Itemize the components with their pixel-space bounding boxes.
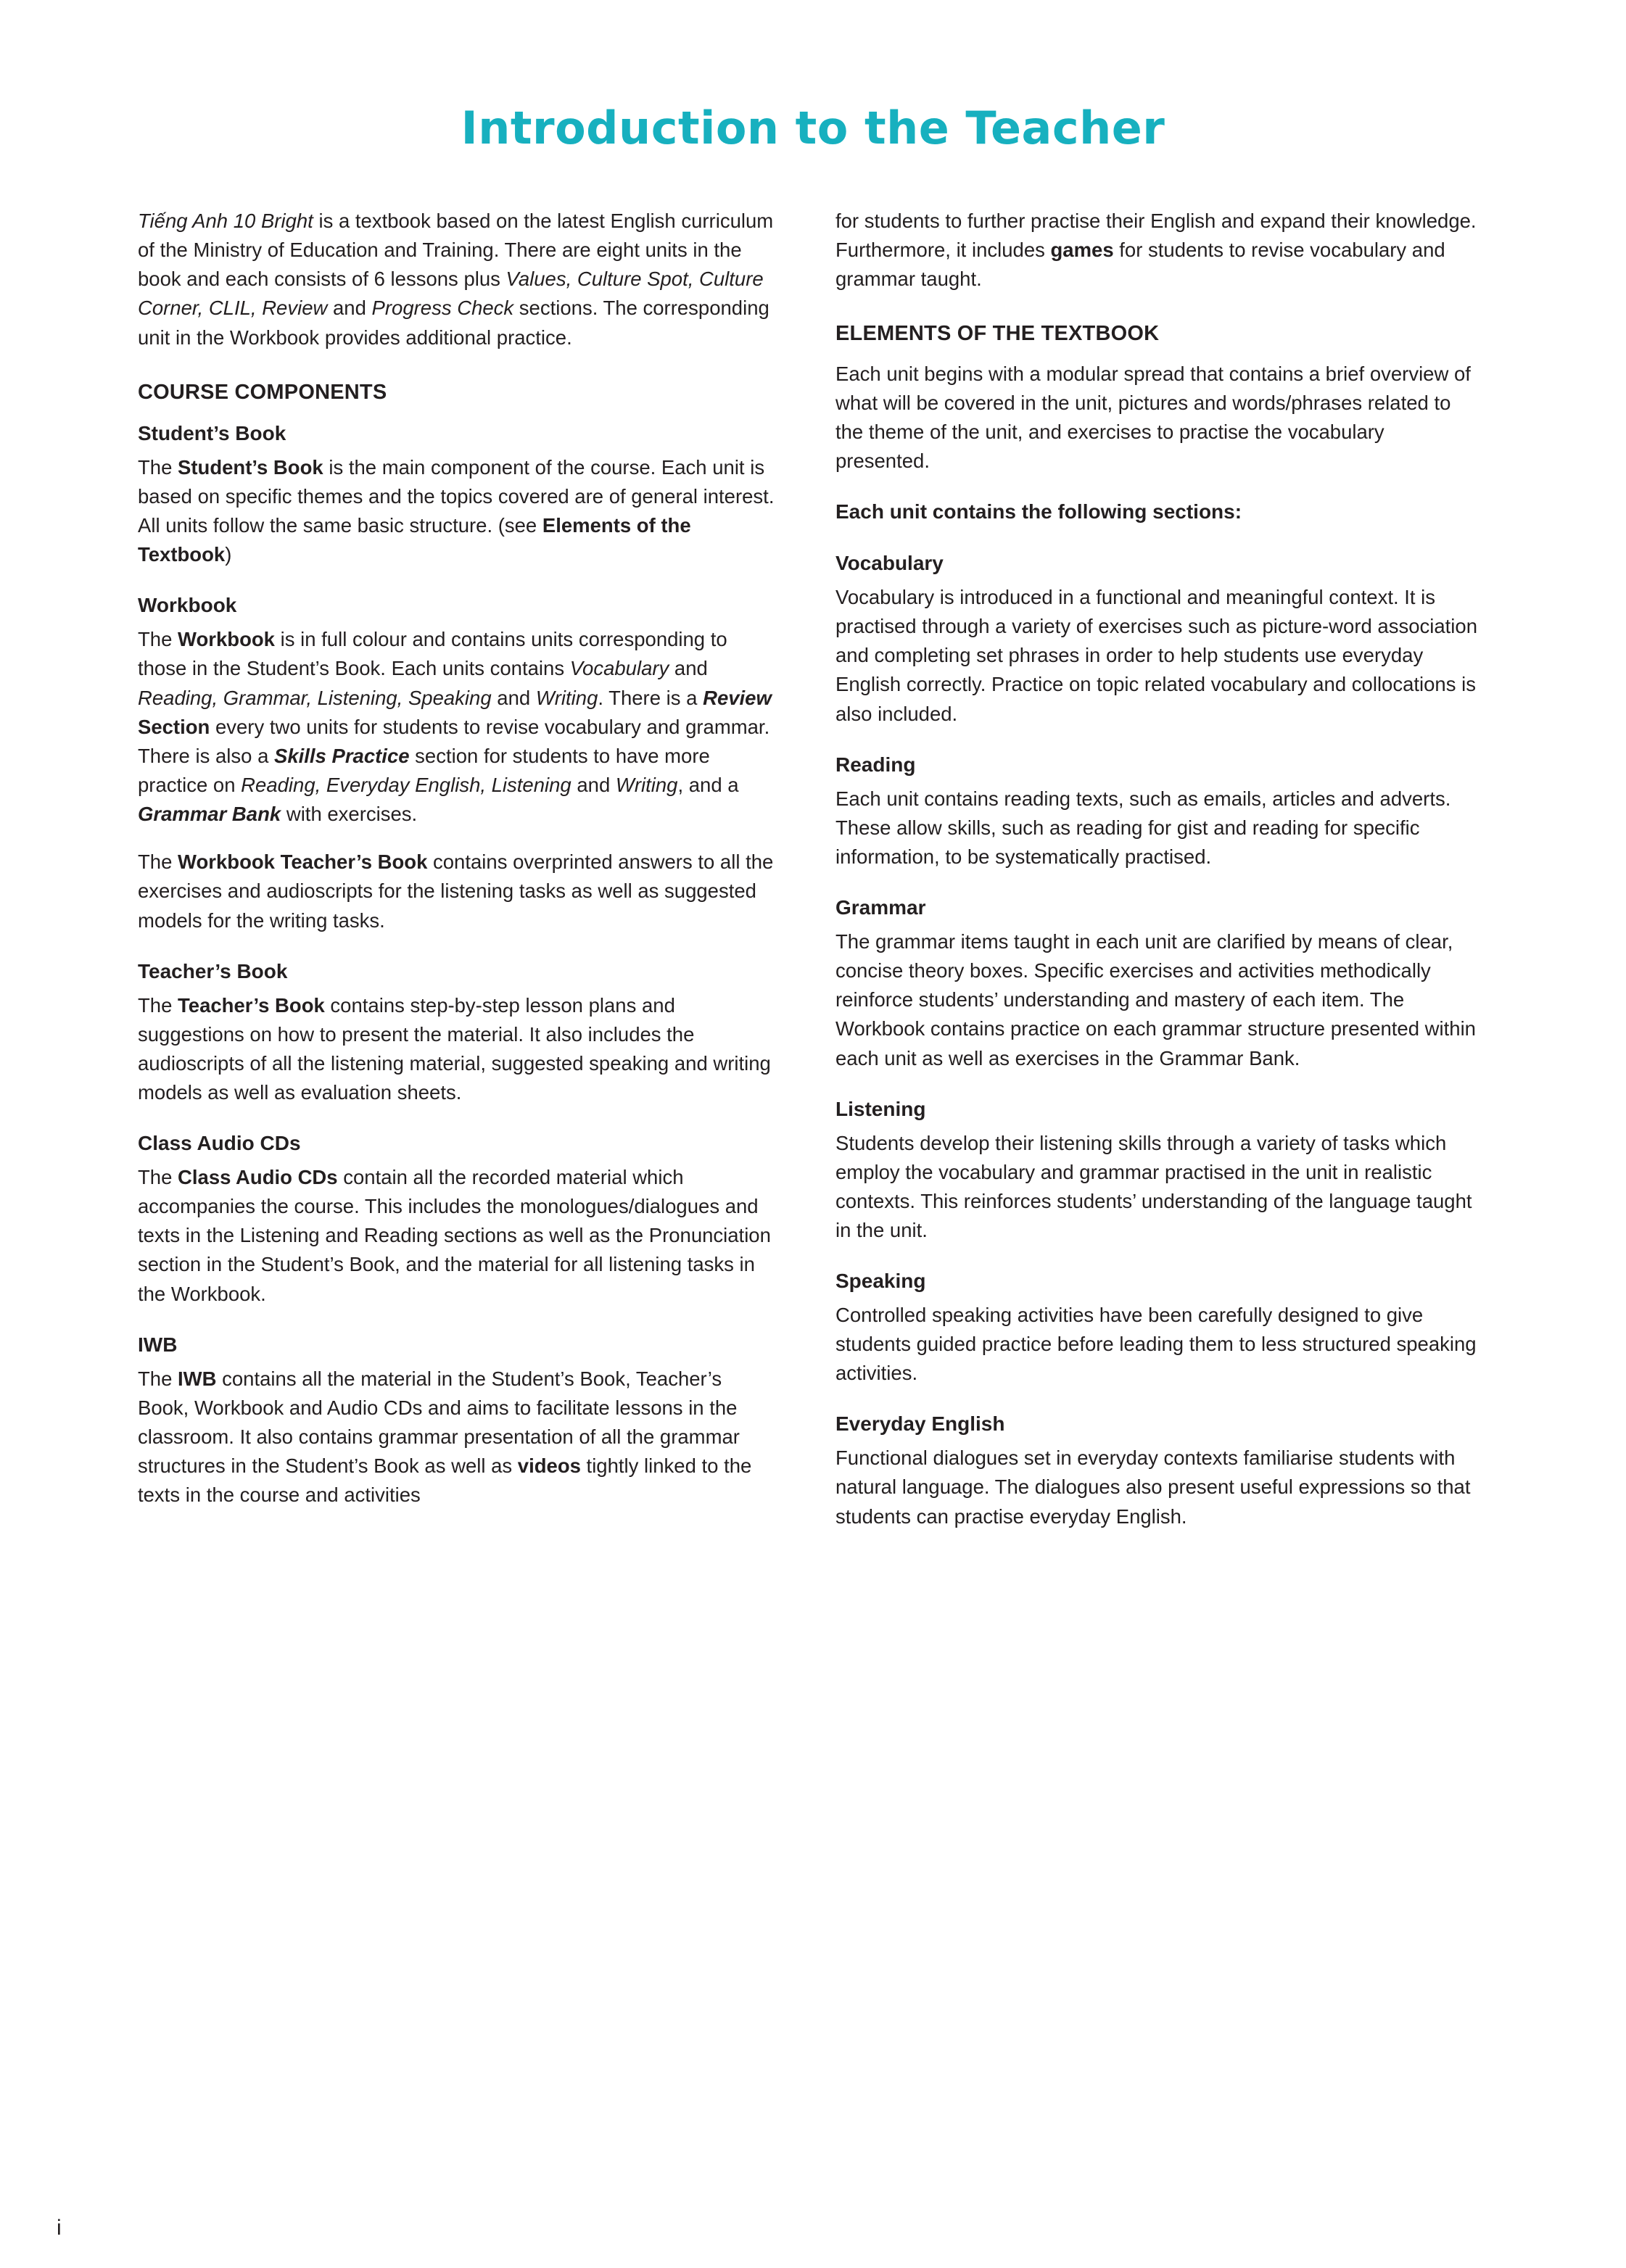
tb-text-a: The (138, 993, 178, 1017)
heading-elements-of-the-textbook: ELEMENTS OF THE TEXTBOOK (835, 322, 1160, 346)
cont-text-a: for students to further practise their English and expand their knowledge. Furthermore, it includes (835, 210, 1477, 262)
heading-class-audio-cds: Class Audio CDs (138, 1132, 301, 1155)
paragraph-workbook-2 (138, 848, 776, 935)
sb-text-b: is the main component of the course. Each unit is based on specific themes and the topics covered are of general interest. All units follow the same basic structure. (see (138, 455, 775, 537)
wb-bolditalic-1: Review (703, 686, 772, 709)
iwb-text-b: contains all the material in the Student’s Book, Teacher’s Book, Workbook and Audio CDs and aims to facilitate lessons in the classroom. It also contains grammar presentation of all the grammar structures in the Student’s Book as well as (138, 1367, 740, 1478)
right-column (835, 207, 1481, 1550)
wbt-text-a: The (138, 850, 178, 874)
wb-text-g: every two units for students to revise vocabulary and grammar. There is also a (138, 715, 770, 767)
intro-text-2: is a textbook based on the latest English curriculum of the Ministry of Education and Training. There are eight units in the book and each consists of 6 lessons plus (138, 210, 774, 291)
paragraph-iwb (138, 1365, 776, 1510)
heading-course-components: COURSE COMPONENTS (138, 380, 387, 404)
cd-text-b: contain all the recorded material which accompanies the course. This includes the monologues/dialogues and texts in the Listening and Reading sections as well as the Pronunciation section in the Student’s Book, and the material for all listening tasks in the Workbook. (138, 1166, 771, 1305)
wb-text-j: , and a (677, 774, 739, 797)
wb-italic-2: Reading, Grammar, Listening, Speaking (138, 686, 492, 709)
wb-text-e: . There is a (598, 686, 703, 709)
sb-text-a: The (138, 455, 178, 479)
book-title-italic: Tiếng Anh 10 Bright (138, 210, 313, 232)
page-folio: i (57, 2216, 62, 2240)
section-names-italic: Values, Culture Spot, Culture Corner, CLIL, Review (138, 268, 764, 320)
wbt-bold: Workbook Teacher’s Book (178, 850, 428, 874)
heading-speaking: Speaking (835, 1270, 926, 1293)
paragraph-grammar: The grammar items taught in each unit are clarified by means of clear, concise theory boxes. Specific exercises and activities methodically reinforce students’ understanding and mastery of each item. The Workbook contains practice on each grammar structure presented within each unit as well as exercises in the Grammar Bank. (835, 930, 1476, 1069)
cd-text-a: The (138, 1166, 178, 1189)
tb-text-b: contains step-by-step lesson plans and suggestions on how to present the material. It also includes the audioscripts of all the listening material, suggested speaking and writing models as well as evaluation sheets. (138, 993, 771, 1104)
heading-reading: Reading (835, 753, 916, 776)
paragraph-workbook-1 (138, 625, 776, 829)
cd-bold: Class Audio CDs (178, 1166, 338, 1189)
paragraph-vocabulary: Vocabulary is introduced in a functional and meaningful context. It is practised through a variety of exercises such as picture-word association and completing set phrases in order to help students use everyday English correctly. Practice on topic related vocabulary and collocations is also included. (835, 586, 1478, 725)
heading-vocabulary: Vocabulary (835, 552, 944, 575)
heading-workbook: Workbook (138, 594, 237, 617)
intro-paragraph (138, 207, 776, 352)
wb-bold-1: Workbook (178, 628, 275, 651)
wb-text-c: and (669, 657, 708, 680)
wbt-text-b: contains overprinted answers to all the exercises and audioscripts for the listening tasks as well as suggested models for the writing tasks. (138, 850, 774, 932)
progress-check-italic: Progress Check (371, 297, 514, 320)
paragraph-listening: Students develop their listening skills through a variety of tasks which employ the vocabulary and grammar practised in the unit in realistic contexts. This reinforces students’ understanding of the language taught in the unit. (835, 1131, 1472, 1241)
cont-bold: games (1050, 239, 1114, 262)
cont-text-b: for students to revise vocabulary and grammar taught. (835, 239, 1445, 291)
iwb-bold-1: IWB (178, 1367, 217, 1390)
wb-text-h: section for students to have more practice on (138, 744, 710, 797)
iwb-text-a: The (138, 1367, 178, 1390)
intro-text-4: and (327, 297, 372, 320)
wb-text-d: and (491, 686, 536, 709)
wb-italic-1: Vocabulary (569, 657, 669, 680)
wb-italic-4: Reading, Everyday English, Listening (241, 774, 571, 797)
wb-bolditalic-3: Grammar Bank (138, 803, 281, 826)
heading-iwb: IWB (138, 1333, 178, 1356)
wb-bold-2: Section (138, 715, 210, 738)
heading-everyday-english: Everyday English (835, 1412, 1005, 1436)
intro-text-6: sections. The corresponding unit in the Workbook provides additional practice. (138, 297, 769, 349)
wb-bolditalic-2: Skills Practice (274, 744, 410, 767)
wb-text-a: The (138, 628, 178, 651)
sb-bold-a: Student’s Book (178, 455, 323, 479)
sb-text-c: ) (225, 543, 232, 566)
wb-text-i: and (571, 774, 616, 797)
wb-text-b: is in full colour and contains units corresponding to those in the Student’s Book. Each units contains (138, 628, 727, 680)
paragraph-students-book (138, 453, 776, 570)
left-column (138, 207, 776, 1550)
heading-grammar: Grammar (835, 896, 926, 919)
sb-bold-b: Elements of the Textbook (138, 514, 691, 566)
paragraph-class-audio-cds (138, 1163, 776, 1309)
wb-italic-5: Writing (615, 774, 678, 797)
wb-text-k: with exercises. (281, 803, 418, 826)
two-column-body (138, 207, 1517, 1550)
heading-students-book: Student’s Book (138, 422, 286, 445)
paragraph-everyday-english: Functional dialogues set in everyday contexts familiarise students with natural language. The dialogues also present useful expressions so that students can practise everyday English. (835, 1447, 1471, 1528)
heading-teachers-book: Teacher’s Book (138, 959, 288, 982)
paragraph-continued (835, 207, 1481, 294)
iwb-bold-2: videos (517, 1454, 581, 1478)
paragraph-reading: Each unit contains reading texts, such as emails, articles and adverts. These allow skills, such as reading for gist and reading for specific information, to be systematically practised. (835, 787, 1451, 868)
tb-bold: Teacher’s Book (178, 993, 325, 1017)
paragraph-teachers-book (138, 991, 776, 1108)
page-title: Introduction to the Teacher (461, 102, 1165, 154)
heading-each-unit-contains: Each unit contains the following sections: (835, 500, 1242, 523)
iwb-text-c: tightly linked to the texts in the course and activities (138, 1454, 752, 1507)
paragraph-speaking: Controlled speaking activities have been carefully designed to give students guided practice before leading them to less structured speaking activities. (835, 1303, 1477, 1385)
heading-listening: Listening (835, 1097, 926, 1120)
paragraph-elements-intro: Each unit begins with a modular spread that contains a brief overview of what will be covered in the unit, pictures and words/phrases related to the theme of the unit, and exercises to practise the vocabulary presented. (835, 362, 1471, 473)
wb-italic-3: Writing (535, 686, 598, 709)
